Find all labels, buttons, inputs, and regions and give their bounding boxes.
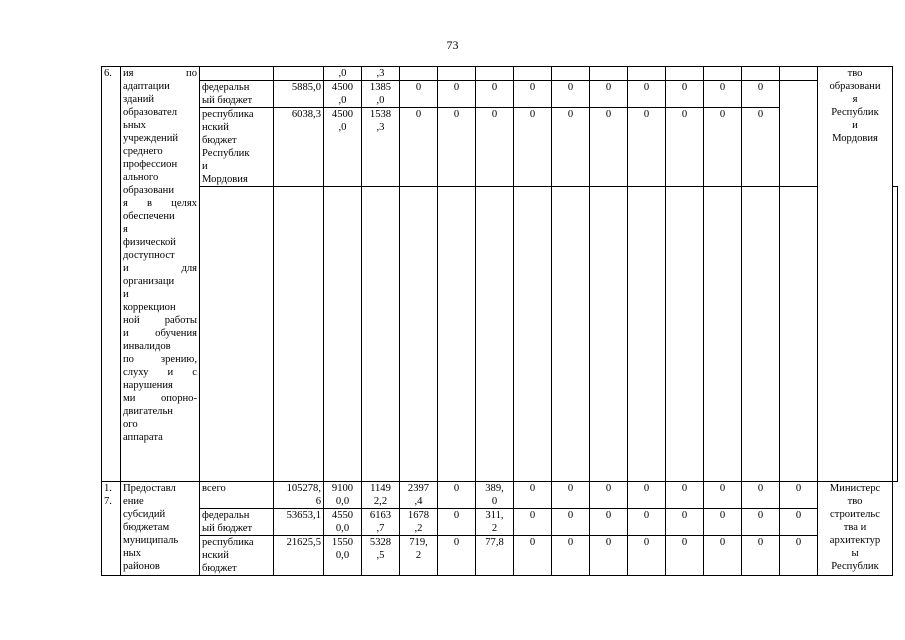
table-row-7-3 — [102, 536, 898, 576]
table-cell — [704, 187, 742, 482]
table-cell — [893, 187, 898, 482]
table-cell — [514, 187, 552, 482]
table-cell — [514, 67, 552, 81]
table-cell: 0 — [476, 108, 514, 187]
table-cell: 0 — [666, 509, 704, 536]
table-cell: 0 — [666, 81, 704, 108]
table-cell — [274, 67, 324, 81]
table-cell: 0 — [704, 509, 742, 536]
table-cell: 9100 0,0 — [324, 482, 362, 509]
table-cell: 0 — [514, 81, 552, 108]
table-cell: 0 — [438, 482, 476, 509]
table-cell: 0 — [742, 81, 780, 108]
table-cell: 719, 2 — [400, 536, 438, 576]
table-cell: 0 — [704, 482, 742, 509]
event-name: Предоставл ение субсидий бюджетам муниципаль ных районов — [121, 482, 200, 576]
table-row-6-fill — [102, 187, 898, 482]
page-number: 73 — [446, 38, 459, 52]
funding-source: федеральн ый бюджет — [200, 81, 274, 108]
table-cell: 0 — [628, 81, 666, 108]
table-cell — [362, 187, 400, 482]
table-cell: 0 — [552, 108, 590, 187]
table-cell: 0 — [780, 482, 818, 509]
table-cell — [324, 187, 362, 482]
total-value: 5885,0 — [274, 81, 324, 108]
table-cell: 0 — [666, 482, 704, 509]
table-cell — [666, 187, 704, 482]
table-cell: 0 — [704, 536, 742, 576]
table-cell — [200, 187, 274, 482]
table-cell: 0 — [590, 482, 628, 509]
table-cell — [628, 67, 666, 81]
table-cell — [590, 67, 628, 81]
table-cell: 0 — [438, 81, 476, 108]
table-cell: 0 — [552, 81, 590, 108]
table-cell: 0 — [590, 108, 628, 187]
table-cell: ,3 — [362, 67, 400, 81]
table-cell: 0 — [438, 108, 476, 187]
total-value: 53653,1 — [274, 509, 324, 536]
table-cell: 0 — [552, 536, 590, 576]
table-cell: 0 — [742, 509, 780, 536]
table-cell: 0 — [742, 482, 780, 509]
funding-source: республика нский бюджет — [200, 536, 274, 576]
table-cell: 1385 ,0 — [362, 81, 400, 108]
table-cell: 77,8 — [476, 536, 514, 576]
program-table — [101, 66, 898, 576]
table-cell: 0 — [514, 509, 552, 536]
table-cell — [666, 67, 704, 81]
table-cell — [552, 67, 590, 81]
table-cell: 0 — [666, 536, 704, 576]
table-cell: 0 — [590, 536, 628, 576]
table-row-6-2 — [102, 108, 898, 187]
table-cell — [400, 67, 438, 81]
funding-source: федеральн ый бюджет — [200, 509, 274, 536]
table-cell: 311, 2 — [476, 509, 514, 536]
table-cell: 0 — [552, 509, 590, 536]
event-name: ия по адаптации зданий образовател ьных учреждений среднего профессион ального образовани я в целях обеспечени я физической доступност и для организаци и коррекцион ной работы и обучения инвалидов по зрению, слуху и с нарушения ми опорно- двигательн ого аппарата — [121, 67, 200, 482]
table-cell — [780, 187, 818, 482]
executor: тво образовани я Республик и Мордовия — [818, 67, 893, 482]
table-cell — [476, 187, 514, 482]
table-cell: 0 — [438, 536, 476, 576]
table-cell: 0 — [780, 536, 818, 576]
table-cell — [552, 187, 590, 482]
table-cell — [476, 67, 514, 81]
table-cell — [400, 187, 438, 482]
table-cell: 0 — [476, 81, 514, 108]
table-cell: 2397 ,4 — [400, 482, 438, 509]
table-cell — [780, 67, 818, 81]
table-cell: 0 — [704, 81, 742, 108]
table-cell: 0 — [628, 482, 666, 509]
table-cell: 389, 0 — [476, 482, 514, 509]
table-cell — [742, 67, 780, 81]
table-cell: 0 — [590, 81, 628, 108]
funding-source: республика нский бюджет Республик и Мордовия — [200, 108, 274, 187]
table-cell: 0 — [780, 509, 818, 536]
table-cell — [274, 187, 324, 482]
table-cell: 0 — [438, 509, 476, 536]
table-cell: 0 — [400, 108, 438, 187]
table-cell: 0 — [552, 482, 590, 509]
table-cell: 4500 ,0 — [324, 81, 362, 108]
table-cell: 0 — [514, 536, 552, 576]
table-cell — [438, 187, 476, 482]
table-cell: 0 — [628, 509, 666, 536]
table-cell: 4550 0,0 — [324, 509, 362, 536]
table-row-7-2 — [102, 509, 898, 536]
table-cell: 0 — [628, 108, 666, 187]
table-cell: 1538 ,3 — [362, 108, 400, 187]
row-number: 1. 7. — [102, 482, 121, 576]
table-row-6-top — [102, 67, 898, 81]
total-value: 6038,3 — [274, 108, 324, 187]
table-cell: ,0 — [324, 67, 362, 81]
table-row-7-1 — [102, 482, 898, 509]
table-row-6-1 — [102, 81, 898, 108]
total-value: 21625,5 — [274, 536, 324, 576]
executor: Министерс тво строительс тва и архитектур ы Республик — [818, 482, 893, 576]
table-cell — [628, 187, 666, 482]
table-cell: 5328 ,5 — [362, 536, 400, 576]
total-value: 105278, 6 — [274, 482, 324, 509]
table-cell — [200, 67, 274, 81]
table-cell — [742, 187, 780, 482]
table-cell: 0 — [400, 81, 438, 108]
table-cell: 0 — [590, 509, 628, 536]
table-cell: 6163 ,7 — [362, 509, 400, 536]
table-cell — [590, 187, 628, 482]
table-cell: 0 — [704, 108, 742, 187]
table-cell: 0 — [514, 482, 552, 509]
funding-source: всего — [200, 482, 274, 509]
table-cell: 1550 0,0 — [324, 536, 362, 576]
table-cell: 0 — [628, 536, 666, 576]
table-cell: 0 — [742, 108, 780, 187]
table-cell: 4500 ,0 — [324, 108, 362, 187]
table-cell: 0 — [742, 536, 780, 576]
table-cell: 0 — [666, 108, 704, 187]
table-cell — [438, 67, 476, 81]
table-cell — [704, 67, 742, 81]
table-cell: 1149 2,2 — [362, 482, 400, 509]
table-cell: 1678 ,2 — [400, 509, 438, 536]
table-cell: 0 — [514, 108, 552, 187]
row-number: 6. — [102, 67, 121, 482]
